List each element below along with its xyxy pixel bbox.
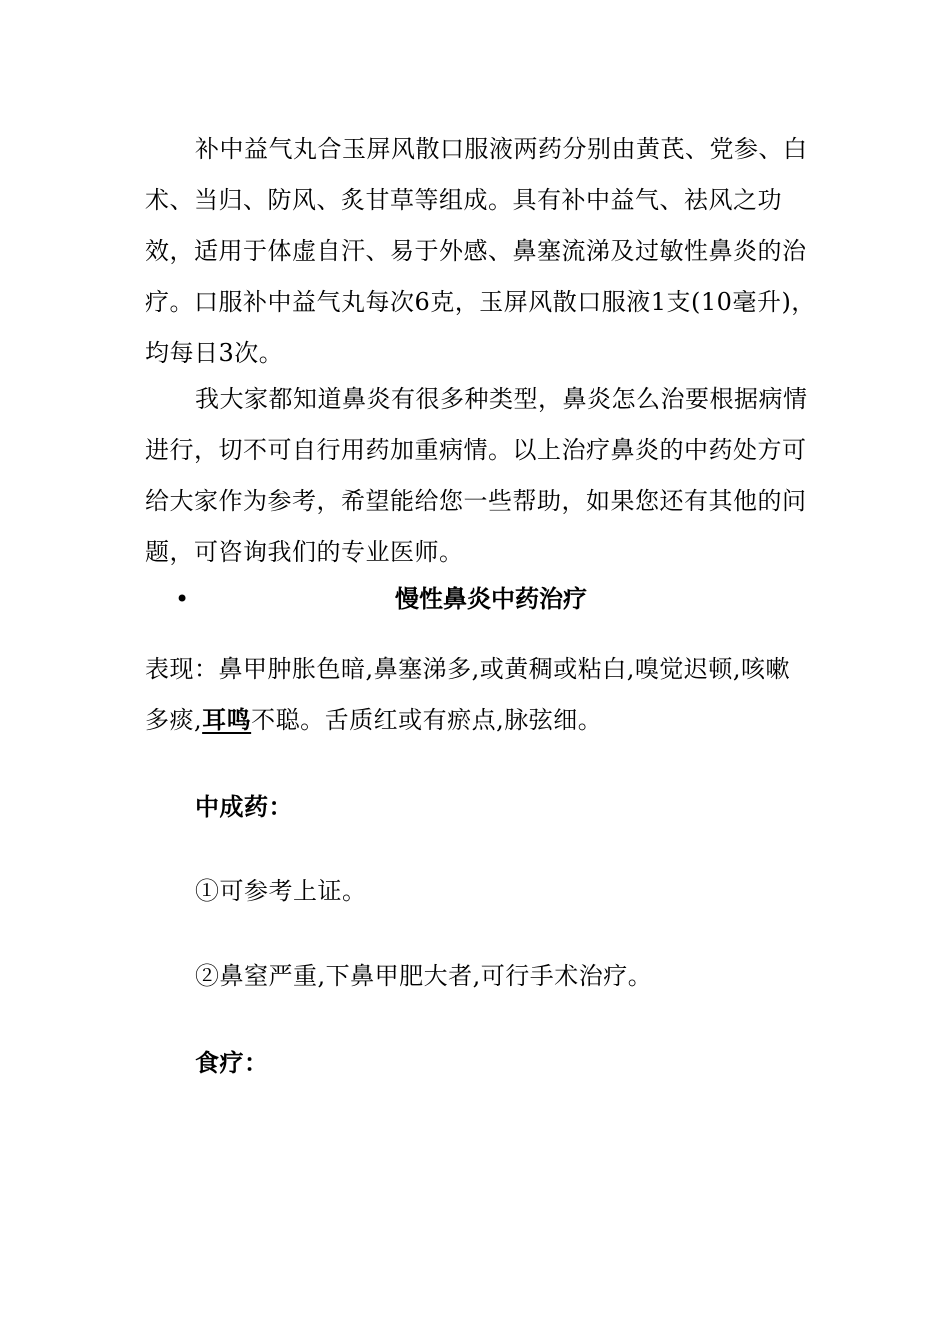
section-title: 慢性鼻炎中药治疗 — [395, 585, 587, 613]
patent-medicine-label: 中成药： — [195, 793, 293, 821]
symptoms-text-after: 不聪。舌质红或有瘀点,脉弦细。 — [251, 706, 603, 734]
patent-medicine-item-1: ①可参考上证。 — [195, 877, 367, 905]
tinnitus-link[interactable]: 耳鸣 — [202, 706, 252, 734]
paragraph-prescription: 补中益气丸合玉屏风散口服液两药分别由黄芪、党参、白术、当归、防风、炙甘草等组成。具有补中益气、祛风之功效，适用于体虚自汗、易于外感、鼻塞流涕及过敏性鼻炎的治疗。口服补中益气丸每次6克，玉屏风散口服液1支(10毫升)，均每日3次。 — [145, 135, 816, 367]
symptoms-text-before: 多痰, — [145, 706, 203, 734]
patent-medicine-item-2: ②鼻窒严重,下鼻甲肥大者,可行手术治疗。 — [195, 962, 653, 990]
paragraph-advice: 我大家都知道鼻炎有很多种类型，鼻炎怎么治要根据病情进行，切不可自行用药加重病情。以上治疗鼻炎的中药处方可给大家作为参考，希望能给您一些帮助，如果您还有其他的问题，可咨询我们的专业医师。 — [145, 385, 808, 566]
symptoms-line-1: 表现：鼻甲肿胀色暗,鼻塞涕多,或黄稠或粘白,嗅觉迟顿,咳嗽 — [145, 655, 791, 683]
bullet-icon: • — [175, 585, 190, 613]
symptoms-line-2 — [145, 695, 602, 746]
section-heading-row — [0, 574, 950, 625]
diet-label: 食疗： — [195, 1049, 269, 1077]
